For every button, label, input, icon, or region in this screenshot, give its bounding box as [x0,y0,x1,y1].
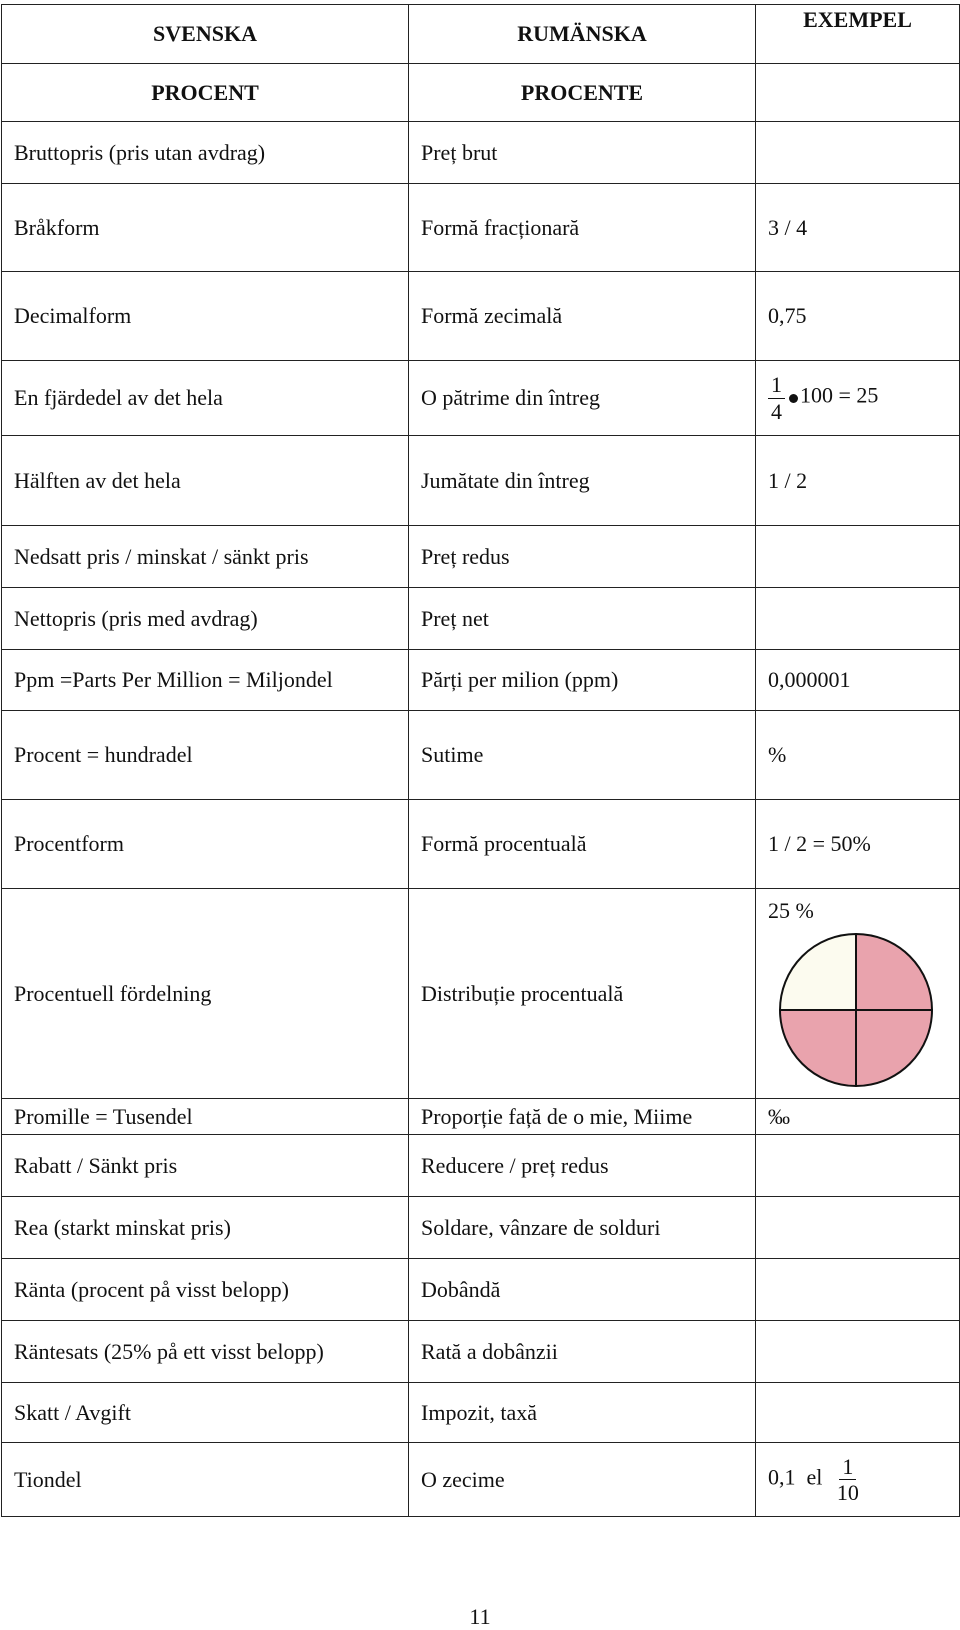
header-row [2,5,960,64]
romanian-term: Preț net [409,588,756,650]
table-row [2,122,960,184]
example-cell [756,1197,960,1259]
swedish-term: Ränta (procent på visst belopp) [2,1259,409,1321]
fraction [834,1455,862,1504]
swedish-term: Procentform [2,800,409,889]
fraction-numerator: 1 [768,373,785,398]
swedish-term: Räntesats (25% på ett visst belopp) [2,1321,409,1383]
table-row [2,1443,960,1517]
example-cell [756,122,960,184]
subheader-swedish: PROCENT [2,64,409,122]
swedish-term: Hälften av det hela [2,436,409,526]
fraction [768,373,785,422]
romanian-term: Formă fracționară [409,184,756,272]
header-example: EXEMPEL [756,5,960,64]
romanian-term: Distribuție procentuală [409,889,756,1099]
table-row [2,1259,960,1321]
romanian-term: Formă procentuală [409,800,756,889]
swedish-term: Rea (starkt minskat pris) [2,1197,409,1259]
example-cell [756,889,960,1099]
swedish-term: Rabatt / Sänkt pris [2,1135,409,1197]
example-cell [756,361,960,436]
subheader-romanian: PROCENTE [409,64,756,122]
fraction-numerator: 1 [839,1455,856,1480]
example-cell: % [756,711,960,800]
swedish-term: Procent = hundradel [2,711,409,800]
romanian-term: Preț redus [409,526,756,588]
romanian-term: Părți per milion (ppm) [409,650,756,711]
pie-slice-empty [780,934,856,1010]
romanian-term: Rată a dobânzii [409,1321,756,1383]
swedish-term: Promille = Tusendel [2,1099,409,1135]
romanian-term: Soldare, vânzare de solduri [409,1197,756,1259]
header-swedish: SVENSKA [2,5,409,64]
example-cell [756,1443,960,1517]
table-row [2,1321,960,1383]
swedish-term: Bruttopris (pris utan avdrag) [2,122,409,184]
example-cell: ‰ [756,1099,960,1135]
example-cell [756,526,960,588]
table-row [2,889,960,1099]
example-prefix: 0,1 el [768,1464,823,1490]
swedish-term: Procentuell fördelning [2,889,409,1099]
pie-example [768,894,947,1094]
pie-slice-filled [856,1010,932,1086]
table-row [2,1197,960,1259]
romanian-term: Reducere / preț redus [409,1135,756,1197]
swedish-term: Bråkform [2,184,409,272]
swedish-term: Decimalform [2,272,409,361]
romanian-term: Impozit, taxă [409,1383,756,1443]
romanian-term: Proporție față de o mie, Miime [409,1099,756,1135]
fraction-denominator: 10 [836,1480,859,1505]
table-row [2,526,960,588]
table-row [2,272,960,361]
example-cell [756,1135,960,1197]
fraction-result: 100 = 25 [800,383,879,409]
swedish-term: Skatt / Avgift [2,1383,409,1443]
romanian-term: O zecime [409,1443,756,1517]
example-cell [756,588,960,650]
pie-slice-filled [780,1010,856,1086]
romanian-term: O pătrime din întreg [409,361,756,436]
romanian-term: Jumătate din întreg [409,436,756,526]
swedish-term: En fjärdedel av det hela [2,361,409,436]
fraction-denominator: 4 [771,398,782,424]
table-row [2,650,960,711]
romanian-term: Formă zecimală [409,272,756,361]
swedish-term: Nettopris (pris med avdrag) [2,588,409,650]
header-romanian: RUMÄNSKA [409,5,756,64]
romanian-term: Dobândă [409,1259,756,1321]
example-cell: 1 / 2 [756,436,960,526]
table-row [2,184,960,272]
page-number: 11 [469,1604,491,1629]
table-row [2,588,960,650]
table-row [2,1383,960,1443]
example-cell: 0,000001 [756,650,960,711]
example-cell: 3 / 4 [756,184,960,272]
table-row [2,361,960,436]
table-row [2,711,960,800]
table-row [2,1099,960,1135]
multiplication-dot-icon [789,394,798,403]
subheader-example [756,64,960,122]
swedish-term: Tiondel [2,1443,409,1517]
romanian-term: Preț brut [409,122,756,184]
pie-slice-filled [856,934,932,1010]
table-row [2,800,960,889]
table-row [2,436,960,526]
table-row [2,1135,960,1197]
romanian-term: Sutime [409,711,756,800]
example-cell [756,1321,960,1383]
example-cell: 0,75 [756,272,960,361]
pie-caption: 25 % [768,897,814,923]
example-cell: 1 / 2 = 50% [756,800,960,889]
example-cell [756,1383,960,1443]
subheader-row [2,64,960,122]
swedish-term: Ppm =Parts Per Million = Miljondel [2,650,409,711]
vocabulary-table [1,4,960,1517]
swedish-term: Nedsatt pris / minskat / sänkt pris [2,526,409,588]
pie-chart [776,932,940,1092]
example-cell [756,1259,960,1321]
